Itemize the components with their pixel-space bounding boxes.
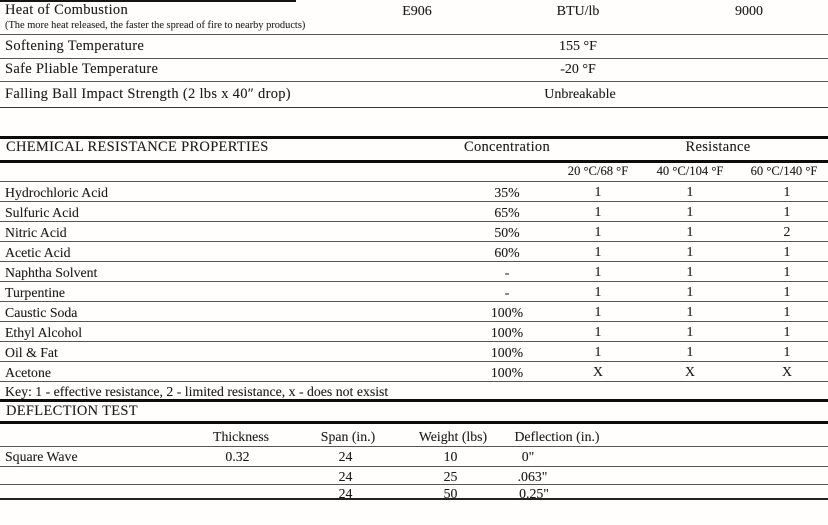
property-label: Safe Pliable Temperature (5, 61, 159, 77)
resistance-60c: 1 (783, 204, 791, 219)
chemical-concentration: 50% (494, 225, 520, 240)
chemical-name: Nitric Acid (5, 225, 67, 240)
chemical-name: Ethyl Alcohol (5, 325, 83, 340)
property-value: 9000 (735, 4, 763, 19)
row-rule (0, 321, 828, 322)
resistance-60c: 1 (783, 284, 791, 299)
chemical-name: Naphtha Solvent (5, 265, 98, 280)
chemical-concentration: 100% (490, 345, 524, 360)
chemical-concentration: 100% (490, 305, 524, 320)
resistance-40c: 1 (686, 264, 694, 279)
deflection-section-title: DEFLECTION TEST (6, 403, 138, 419)
resistance-header: Resistance (685, 139, 751, 155)
row-rule (0, 181, 828, 182)
chemical-concentration: 60% (494, 245, 520, 260)
row-rule (0, 484, 828, 485)
section-rule (0, 421, 828, 424)
chemical-name: Turpentine (5, 285, 66, 300)
resistance-60c: 1 (783, 344, 791, 359)
resistance-20c: 1 (594, 264, 602, 279)
temp-column-header: 60 °C/140 °F (750, 164, 818, 178)
resistance-40c: 1 (686, 204, 694, 219)
span-value: 24 (338, 486, 353, 501)
resistance-20c: 1 (594, 344, 602, 359)
resistance-40c: X (685, 364, 695, 379)
chemical-name: Sulfuric Acid (5, 205, 79, 220)
row-rule (0, 446, 828, 447)
resistance-40c: 1 (686, 184, 694, 199)
resistance-40c: 1 (686, 304, 694, 319)
weight-value: 10 (443, 449, 458, 464)
resistance-20c: 1 (594, 304, 602, 319)
row-rule (0, 107, 828, 108)
thickness-value: 0.32 (225, 449, 250, 464)
resistance-key-note: Key: 1 - effective resistance, 2 - limited resistance, x - does not exsist (5, 384, 389, 399)
deflection-value: 0" (521, 449, 535, 464)
resistance-40c: 1 (686, 344, 694, 359)
row-rule (0, 381, 828, 382)
temp-column-header: 40 °C/104 °F (656, 164, 724, 178)
resistance-40c: 1 (686, 284, 694, 299)
row-rule (0, 466, 828, 467)
resistance-40c: 1 (686, 244, 694, 259)
concentration-header: Concentration (463, 139, 551, 155)
resistance-20c: 1 (594, 204, 602, 219)
chemical-concentration: 100% (490, 325, 524, 340)
row-rule (0, 301, 828, 302)
section-rule (0, 399, 828, 402)
weight-value: 25 (443, 469, 458, 484)
chemical-concentration: - (504, 265, 510, 280)
resistance-20c: 1 (594, 184, 602, 199)
chemical-name: Hydrochloric Acid (5, 185, 109, 200)
row-rule (0, 34, 828, 35)
thickness-header: Thickness (213, 429, 269, 444)
span-value: 24 (338, 449, 353, 464)
chemical-name: Acetic Acid (5, 245, 71, 260)
resistance-40c: 1 (686, 324, 694, 339)
chemical-concentration: - (504, 285, 510, 300)
deflection-value: .063" (517, 469, 548, 484)
row-rule (0, 281, 828, 282)
resistance-20c: 1 (594, 284, 602, 299)
resistance-60c: X (782, 364, 792, 379)
resistance-60c: 1 (783, 244, 791, 259)
resistance-60c: 1 (783, 324, 791, 339)
resistance-60c: 1 (783, 304, 791, 319)
property-value: -20 °F (560, 62, 596, 77)
property-label: Heat of Combustion (5, 2, 128, 18)
resistance-20c: 1 (594, 244, 602, 259)
table-bottom-rule (0, 498, 828, 500)
property-value: Unbreakable (544, 87, 616, 102)
resistance-60c: 1 (783, 264, 791, 279)
chemical-concentration: 100% (490, 365, 524, 380)
row-rule (0, 361, 828, 362)
deflection-value: 0.25" (519, 486, 549, 501)
deflection-sample-name: Square Wave (5, 449, 78, 464)
property-method: E906 (402, 4, 432, 19)
chemical-section-title: CHEMICAL RESISTANCE PROPERTIES (6, 139, 269, 155)
chemical-name: Caustic Soda (5, 305, 78, 320)
resistance-20c: X (593, 364, 603, 379)
section-rule (0, 160, 828, 163)
row-rule (0, 58, 828, 59)
chemical-name: Oil & Fat (5, 345, 58, 360)
resistance-20c: 1 (594, 224, 602, 239)
resistance-40c: 1 (686, 224, 694, 239)
property-note: (The more heat released, the faster the spread of fire to nearby products) (5, 20, 306, 31)
row-rule (0, 261, 828, 262)
property-label: Softening Temperature (5, 38, 145, 54)
property-label: Falling Ball Impact Strength (2 lbs x 40″ drop) (5, 86, 291, 102)
row-rule (0, 221, 828, 222)
resistance-60c: 2 (783, 224, 791, 239)
temp-column-header: 20 °C/68 °F (567, 164, 629, 178)
resistance-20c: 1 (594, 324, 602, 339)
row-rule (0, 341, 828, 342)
span-header: Span (in.) (320, 429, 376, 444)
row-rule (0, 201, 828, 202)
weight-header: Weight (lbs) (418, 429, 488, 444)
resistance-60c: 1 (783, 184, 791, 199)
row-rule (0, 241, 828, 242)
property-unit: BTU/lb (556, 4, 600, 19)
deflection-header: Deflection (in.) (514, 429, 600, 444)
chemical-concentration: 65% (494, 205, 520, 220)
row-rule (0, 81, 828, 82)
span-value: 24 (338, 469, 353, 484)
weight-value: 50 (443, 486, 458, 501)
chemical-name: Acetone (5, 365, 51, 380)
property-value: 155 °F (559, 39, 597, 54)
chemical-concentration: 35% (494, 185, 520, 200)
